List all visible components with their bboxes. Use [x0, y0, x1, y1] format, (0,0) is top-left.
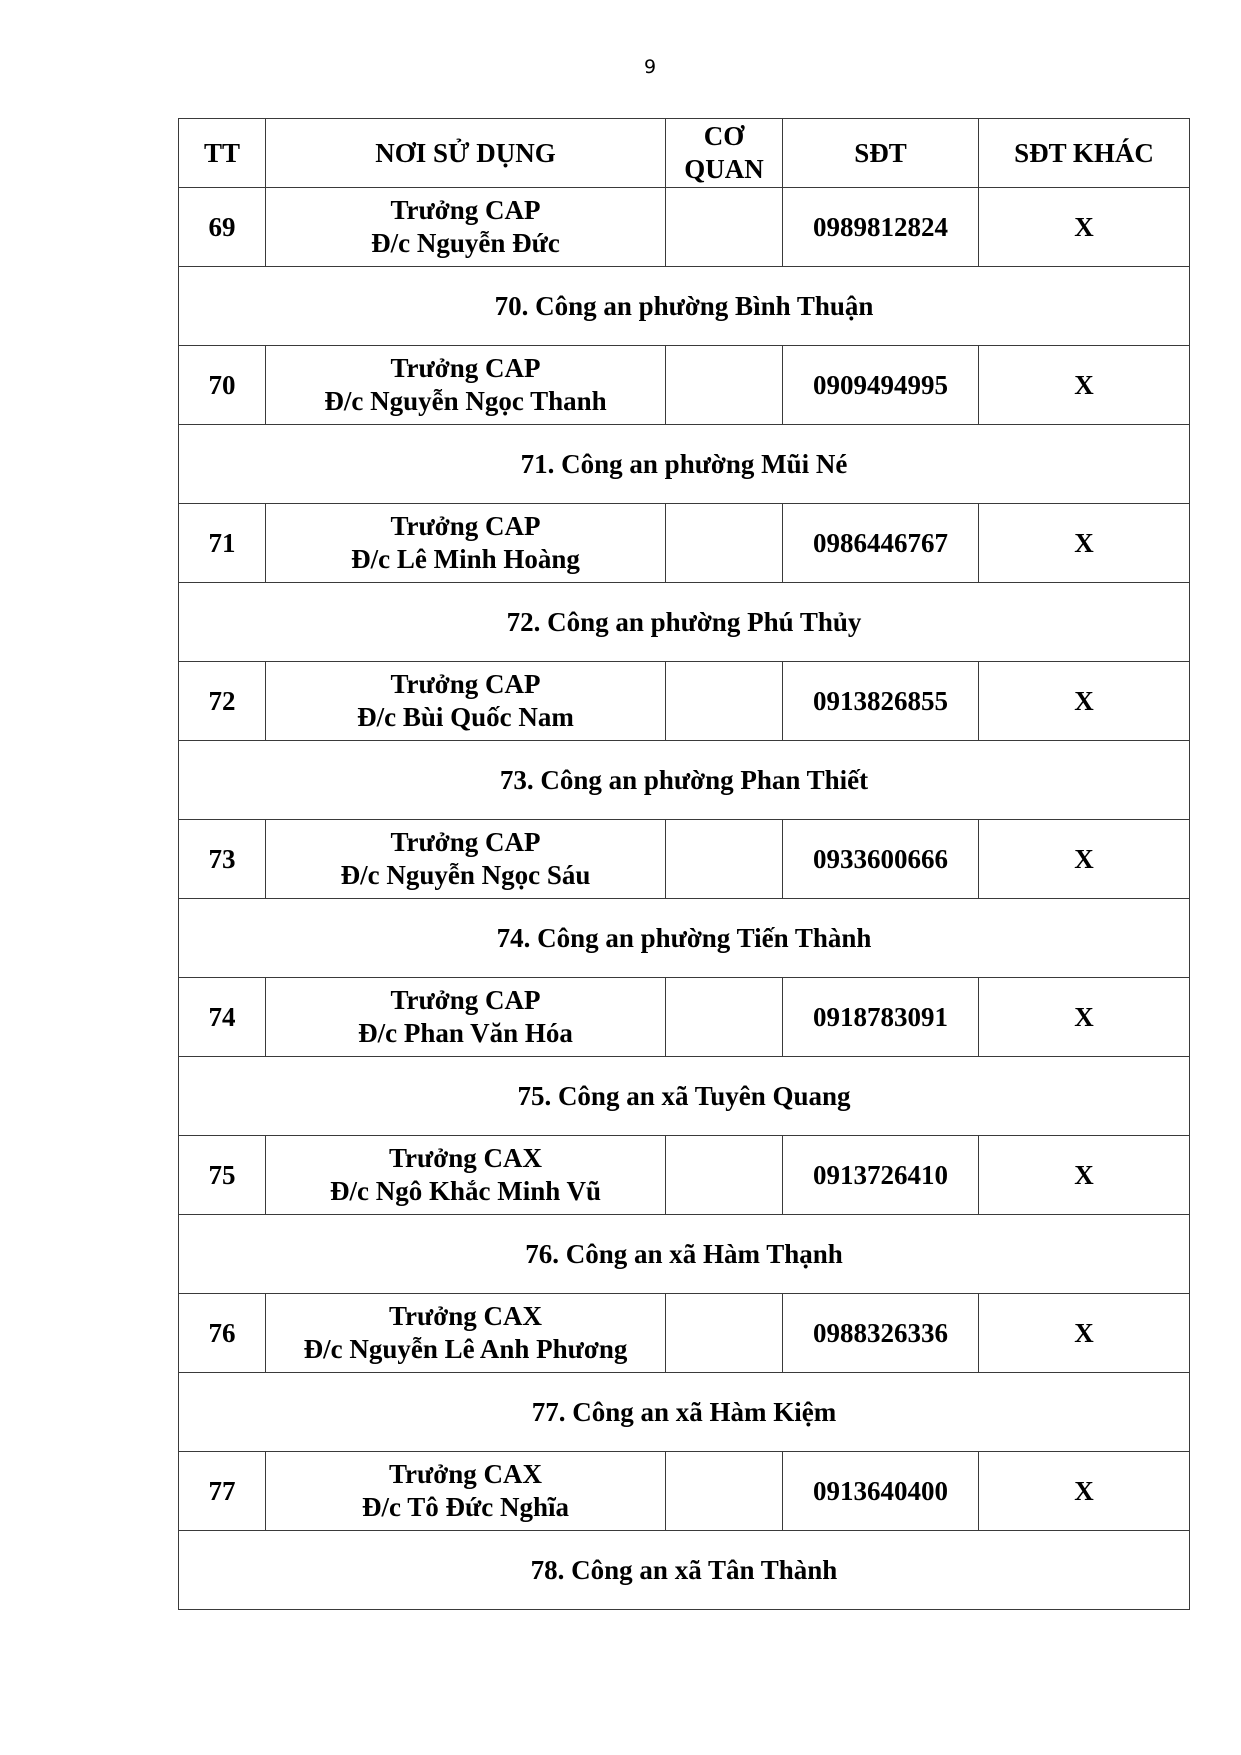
cell-phone: 0988326336 — [783, 1294, 979, 1373]
cell-phone: 0918783091 — [783, 978, 979, 1057]
section-row — [179, 1057, 1190, 1136]
cell-agency — [666, 662, 783, 741]
section-title: 75. Công an xã Tuyên Quang — [179, 1057, 1190, 1136]
table-body — [179, 188, 1190, 1610]
person-name: Đ/c Phan Văn Hóa — [358, 1018, 573, 1048]
cell-tt: 69 — [179, 188, 266, 267]
section-title: 72. Công an phường Phú Thủy — [179, 583, 1190, 662]
cell-agency — [666, 188, 783, 267]
cell-place — [266, 346, 666, 425]
header-phone: SĐT — [783, 119, 979, 188]
person-name: Đ/c Bùi Quốc Nam — [357, 702, 574, 732]
section-title: 70. Công an phường Bình Thuận — [179, 267, 1190, 346]
cell-agency — [666, 978, 783, 1057]
cell-place — [266, 1294, 666, 1373]
table-row — [179, 820, 1190, 899]
position-title: Trưởng CAP — [390, 195, 541, 225]
person-name: Đ/c Nguyễn Ngọc Thanh — [324, 386, 607, 416]
position-title: Trưởng CAP — [390, 985, 541, 1015]
table-row — [179, 1452, 1190, 1531]
cell-place — [266, 188, 666, 267]
cell-other-phone: X — [979, 188, 1190, 267]
cell-place — [266, 978, 666, 1057]
cell-tt: 76 — [179, 1294, 266, 1373]
section-title: 71. Công an phường Mũi Né — [179, 425, 1190, 504]
cell-place — [266, 820, 666, 899]
cell-other-phone: X — [979, 1136, 1190, 1215]
person-name: Đ/c Lê Minh Hoàng — [351, 544, 580, 574]
cell-tt: 71 — [179, 504, 266, 583]
cell-phone: 0913726410 — [783, 1136, 979, 1215]
position-title: Trưởng CAP — [390, 353, 541, 383]
section-row — [179, 1373, 1190, 1452]
section-title: 74. Công an phường Tiến Thành — [179, 899, 1190, 978]
table-row — [179, 662, 1190, 741]
person-name: Đ/c Nguyễn Ngọc Sáu — [340, 860, 591, 890]
section-title: 76. Công an xã Hàm Thạnh — [179, 1215, 1190, 1294]
section-row — [179, 741, 1190, 820]
position-title: Trưởng CAX — [389, 1143, 542, 1173]
section-row — [179, 583, 1190, 662]
person-name: Đ/c Nguyễn Lê Anh Phương — [303, 1334, 628, 1364]
section-title: 77. Công an xã Hàm Kiệm — [179, 1373, 1190, 1452]
cell-other-phone: X — [979, 504, 1190, 583]
position-title: Trưởng CAX — [389, 1459, 542, 1489]
header-other-phone: SĐT KHÁC — [979, 119, 1190, 188]
cell-tt: 70 — [179, 346, 266, 425]
table-row — [179, 1136, 1190, 1215]
cell-agency — [666, 1452, 783, 1531]
section-row — [179, 1531, 1190, 1610]
cell-agency — [666, 1136, 783, 1215]
position-title: Trưởng CAP — [390, 669, 541, 699]
cell-agency — [666, 504, 783, 583]
cell-place — [266, 504, 666, 583]
contacts-table — [178, 118, 1190, 1610]
person-name: Đ/c Tô Đức Nghĩa — [362, 1492, 569, 1522]
cell-other-phone: X — [979, 1452, 1190, 1531]
cell-tt: 74 — [179, 978, 266, 1057]
cell-phone: 0989812824 — [783, 188, 979, 267]
header-tt: TT — [179, 119, 266, 188]
table-header-row — [179, 119, 1190, 188]
cell-tt: 77 — [179, 1452, 266, 1531]
section-title: 78. Công an xã Tân Thành — [179, 1531, 1190, 1610]
cell-other-phone: X — [979, 978, 1190, 1057]
cell-agency — [666, 346, 783, 425]
cell-tt: 75 — [179, 1136, 266, 1215]
cell-phone: 0933600666 — [783, 820, 979, 899]
position-title: Trưởng CAP — [390, 827, 541, 857]
header-agency-line2: QUAN — [684, 154, 764, 184]
header-agency-line1: CƠ — [703, 121, 745, 151]
table-row — [179, 1294, 1190, 1373]
cell-other-phone: X — [979, 346, 1190, 425]
cell-tt: 72 — [179, 662, 266, 741]
cell-other-phone: X — [979, 662, 1190, 741]
section-title: 73. Công an phường Phan Thiết — [179, 741, 1190, 820]
cell-phone: 0913640400 — [783, 1452, 979, 1531]
section-row — [179, 425, 1190, 504]
header-place: NƠI SỬ DỤNG — [266, 119, 666, 188]
cell-phone: 0909494995 — [783, 346, 979, 425]
cell-other-phone: X — [979, 820, 1190, 899]
table-row — [179, 188, 1190, 267]
person-name: Đ/c Nguyễn Đức — [371, 228, 560, 258]
cell-agency — [666, 820, 783, 899]
cell-phone: 0986446767 — [783, 504, 979, 583]
page-number: 9 — [643, 56, 657, 78]
section-row — [179, 899, 1190, 978]
cell-other-phone: X — [979, 1294, 1190, 1373]
person-name: Đ/c Ngô Khắc Minh Vũ — [329, 1176, 602, 1206]
table-row — [179, 978, 1190, 1057]
section-row — [179, 1215, 1190, 1294]
cell-place — [266, 1452, 666, 1531]
cell-tt: 73 — [179, 820, 266, 899]
cell-phone: 0913826855 — [783, 662, 979, 741]
cell-place — [266, 1136, 666, 1215]
position-title: Trưởng CAX — [389, 1301, 542, 1331]
header-agency — [666, 119, 783, 188]
section-row — [179, 267, 1190, 346]
table-row — [179, 346, 1190, 425]
table-row — [179, 504, 1190, 583]
position-title: Trưởng CAP — [390, 511, 541, 541]
cell-place — [266, 662, 666, 741]
cell-agency — [666, 1294, 783, 1373]
